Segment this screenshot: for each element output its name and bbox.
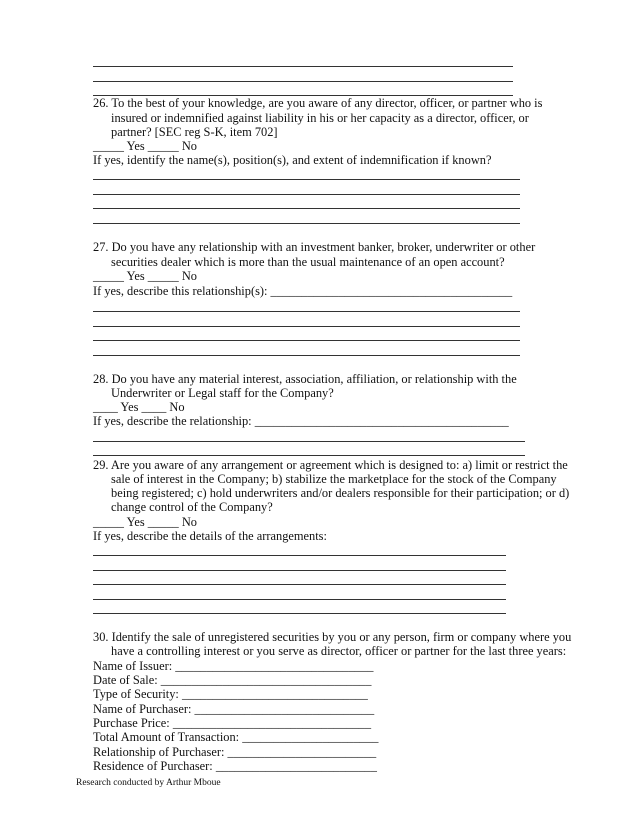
field-residence-of-purchaser[interactable]: Residence of Purchaser: __________________________: [93, 759, 377, 773]
question-27-line-1: 27. Do you have any relationship with an investment banker, broker, underwriter or other: [93, 240, 536, 254]
answer-line[interactable]: [93, 311, 520, 312]
question-30-line-2: have a controlling interest or you serve as director, officer or partner for the last three years:: [111, 644, 567, 658]
field-type-of-security[interactable]: Type of Security: ______________________________: [93, 687, 368, 701]
field-date-of-sale[interactable]: Date of Sale: __________________________________: [93, 673, 372, 687]
answer-line[interactable]: [93, 613, 506, 614]
question-26-line-2: insured or indemnified against liability in his or her capacity as a director, officer, or: [111, 111, 529, 125]
question-29-yes-no[interactable]: _____ Yes _____ No: [93, 515, 197, 529]
question-27-followup[interactable]: If yes, describe this relationship(s): _______________________________________: [93, 284, 513, 298]
answer-line[interactable]: [93, 555, 506, 556]
question-29-line-1: 29. Are you aware of any arrangement or agreement which is designed to: a) limit or restrict the: [93, 458, 568, 472]
answer-line[interactable]: [93, 584, 506, 585]
answer-line[interactable]: [93, 441, 525, 442]
answer-line[interactable]: [93, 599, 506, 600]
question-29-line-3: being registered; c) hold underwriters and/or dealers responsible for their participation; or d): [111, 486, 570, 500]
answer-line[interactable]: [93, 340, 520, 341]
question-29-line-2: sale of interest in the Company; b) stabilize the marketplace for the stock of the Company: [111, 472, 557, 486]
question-26-line-1: 26. To the best of your knowledge, are you aware of any director, officer, or partner who is: [93, 96, 543, 110]
answer-line[interactable]: [93, 81, 513, 82]
footer-credit: Research conducted by Arthur Mboue: [76, 778, 221, 788]
question-26-followup: If yes, identify the name(s), position(s), and extent of indemnification if known?: [93, 153, 492, 167]
question-27-yes-no[interactable]: _____ Yes _____ No: [93, 269, 197, 283]
question-29-line-4: change control of the Company?: [111, 500, 273, 514]
question-27-line-2: securities dealer which is more than the usual maintenance of an open account?: [111, 255, 505, 269]
field-name-of-purchaser[interactable]: Name of Purchaser: _____________________________: [93, 702, 375, 716]
answer-line[interactable]: [93, 194, 520, 195]
question-28-yes-no[interactable]: ____ Yes ____ No: [93, 400, 185, 414]
field-total-amount[interactable]: Total Amount of Transaction: ______________________: [93, 730, 379, 744]
answer-line[interactable]: [93, 179, 520, 180]
answer-line[interactable]: [93, 326, 520, 327]
question-26-yes-no[interactable]: _____ Yes _____ No: [93, 139, 197, 153]
question-28-followup[interactable]: If yes, describe the relationship: _________________________________________: [93, 414, 509, 428]
question-28-line-2: Underwriter or Legal staff for the Company?: [111, 386, 334, 400]
field-name-of-issuer[interactable]: Name of Issuer: ________________________________: [93, 659, 374, 673]
answer-line[interactable]: [93, 455, 525, 456]
question-26-line-3: partner? [SEC reg S-K, item 702]: [111, 125, 278, 139]
question-29-followup: If yes, describe the details of the arrangements:: [93, 529, 327, 543]
answer-line[interactable]: [93, 355, 520, 356]
answer-line[interactable]: [93, 570, 506, 571]
question-30-line-1: 30. Identify the sale of unregistered securities by you or any person, firm or company where you: [93, 630, 572, 644]
answer-line[interactable]: [93, 66, 513, 67]
answer-line[interactable]: [93, 223, 520, 224]
field-relationship-of-purchaser[interactable]: Relationship of Purchaser: ________________________: [93, 745, 377, 759]
question-28-line-1: 28. Do you have any material interest, association, affiliation, or relationship with the: [93, 372, 517, 386]
field-purchase-price[interactable]: Purchase Price: ________________________________: [93, 716, 372, 730]
answer-line[interactable]: [93, 208, 520, 209]
